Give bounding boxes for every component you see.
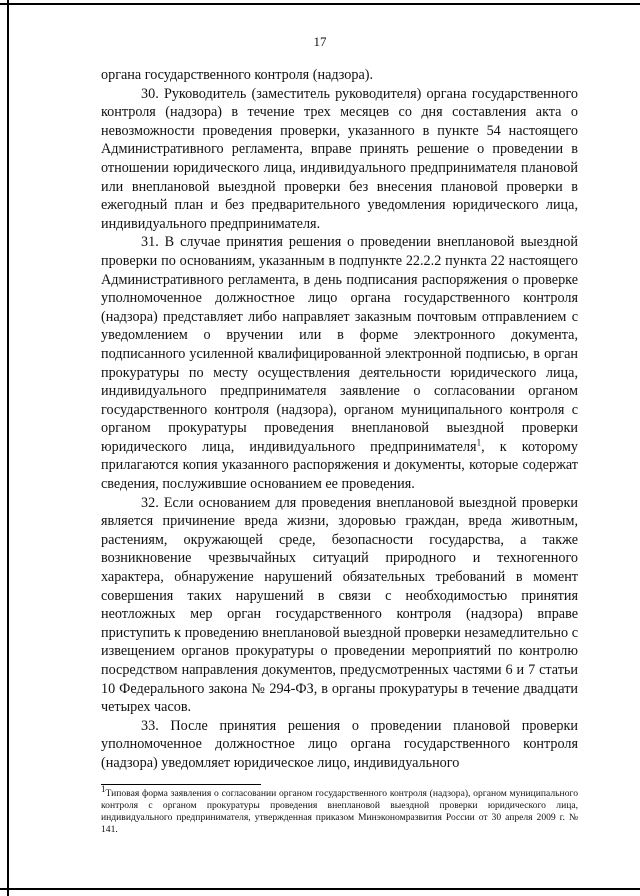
scan-border-left	[7, 0, 9, 896]
paragraph-30: 30. Руководитель (заместитель руководителя) органа государственного контроля (надзора) в течение трех месяцев со дня составления акта о невозможности проведения проверки, указанного в пункте 54 настоящего Административного регламента, вправе принять решение о проведении в отношении юридического лица, индивидуального предпринимателя плановой или внеплановой выездной проверки без внесения плановой проверки в ежегодный план и без предварительного уведомления юридического лица, индивидуального предпринимателя.	[101, 85, 578, 232]
paragraph-31-tail: , к которому прилагаются копия указанного распоряжения и документы, которые содержат сведения, послужившие основанием ее проведения.	[101, 438, 578, 493]
footnote-separator	[101, 784, 261, 785]
footnote-reference: 1	[476, 437, 482, 448]
document-body	[101, 66, 578, 773]
paragraph-continuation: органа государственного контроля (надзора).	[101, 67, 374, 83]
page-number: 17	[313, 34, 327, 49]
paragraph-31-text: 31. В случае принятия решения о проведении внеплановой выездной проверки по основаниям, указанным в подпункте 22.2.2 пункта 22 настоящего Административного регламента, в день подписания распоряжения о проверке уполномоченное должностное лицо органа государственного контроля (надзора) представляет либо направляет заказным почтовым отправлением с уведомлением о вручении или в форме электронного документа, подписанного усиленной квалифицированной электронной подписью, в орган прокуратуры по месту осуществления деятельности юридического лица, индивидуального предпринимателя заявление о согласовании органом государственного контроля (надзора), органом муниципального контроля с органом прокуратуры проведения внеплановой выездной проверки юридического лица, индивидуального предпринимателя	[101, 234, 578, 455]
footnote	[101, 783, 578, 836]
footnote-mark: 1	[101, 783, 106, 794]
footnote-text: Типовая форма заявления о согласовании органом государственного контроля (надзора), органом муниципального контроля с органом прокуратуры проведения внеплановой выездной проверки юридического лица, индивидуального предпринимателя, утвержденная приказом Минэкономразвития России от 30 апреля 2009 г. № 141.	[101, 788, 578, 835]
scan-border-bottom	[0, 888, 640, 890]
paragraph-33: 33. После принятия решения о проведении плановой проверки уполномоченное должностное лицо органа государственного контроля (надзора) уведомляет юридическое лицо, индивидуального	[101, 717, 578, 771]
paragraph-31	[101, 233, 578, 493]
scan-border-top	[0, 3, 640, 5]
paragraph-32: 32. Если основанием для проведения внеплановой выездной проверки является причинение вреда жизни, здоровью граждан, вреда животным, растениям, окружающей среде, безопасности государства, а также возникновение чрезвычайных ситуаций природного и техногенного характера, обнаружение нарушений обязательных требований в момент совершения таких нарушений в связи с необходимостью принятия неотложных мер орган государственного контроля (надзора) вправе приступить к проведению внеплановой выездной проверки незамедлительно с извещением органов прокуратуры о проведении мероприятий по контролю посредством направления документов, предусмотренных частями 6 и 7 статьи 10 Федерального закона № 294-ФЗ, в органы прокуратуры в течение двадцати четырех часов.	[101, 494, 578, 716]
